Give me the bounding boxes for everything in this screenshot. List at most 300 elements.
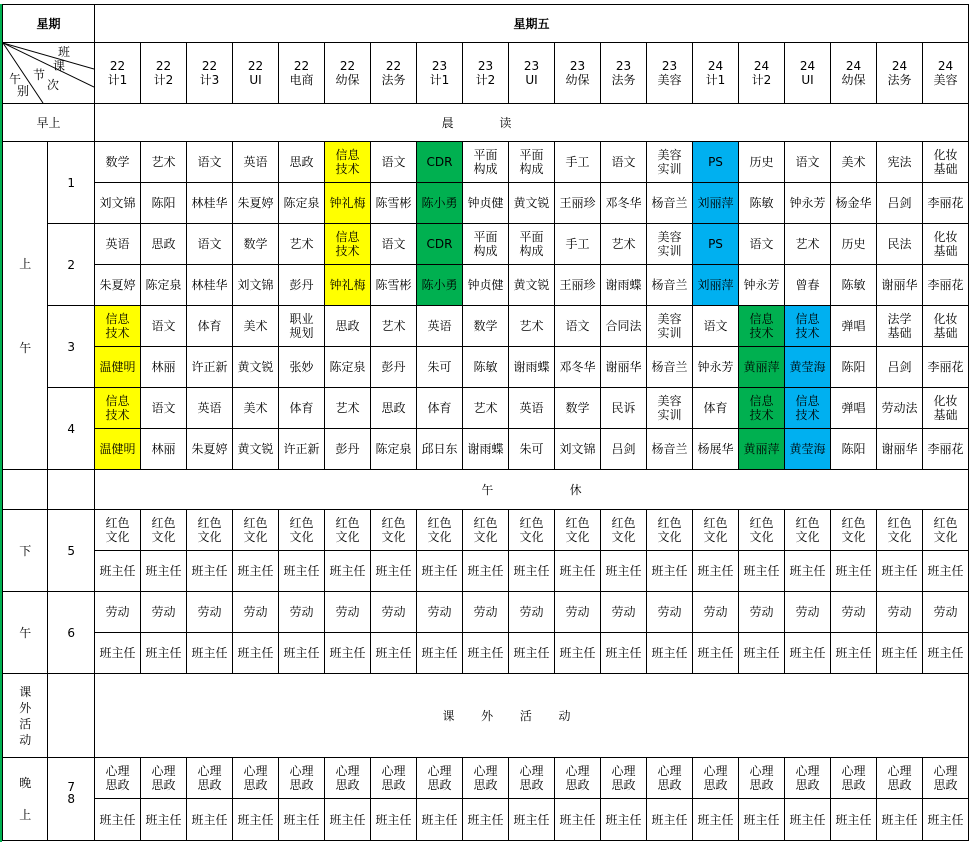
teacher-cell [693, 347, 739, 388]
subject-cell-text: 艺术 [795, 237, 820, 251]
class-year: 22 [385, 59, 402, 73]
evening-period-num: 8 [67, 792, 76, 806]
teacher-cell [509, 551, 555, 592]
teacher-cell-text: 刘文锦 [559, 442, 596, 456]
subject-cell-text: 心理 思政 [887, 764, 912, 792]
teacher-cell [877, 183, 923, 224]
teacher-cell-text: 班主任 [513, 812, 550, 827]
teacher-cell [831, 183, 877, 224]
subject-cell-text: 语文 [703, 319, 728, 333]
teacher-cell-text: 班主任 [927, 812, 964, 827]
subject-cell [187, 306, 233, 347]
subject-cell-text: 信息 技术 [105, 312, 130, 340]
teacher-cell-text: 朱可 [519, 442, 544, 456]
teacher-cell-text: 班主任 [191, 646, 228, 660]
subject-cell-text: 信息 技术 [749, 312, 774, 340]
subject-cell [739, 224, 785, 265]
subject-cell [187, 510, 233, 551]
teacher-cell-text: 班主任 [467, 646, 504, 660]
teacher-cell-text: 陈阳 [151, 196, 176, 210]
class-header-16 [831, 43, 877, 104]
teacher-cell-text: 班主任 [237, 812, 274, 827]
subject-cell-text: 心理 思政 [565, 764, 590, 792]
teacher-cell-text: 温健明 [99, 360, 136, 374]
teacher-cell [325, 183, 371, 224]
subject-cell-text: 劳动 [243, 605, 268, 619]
teacher-cell-text: 刘文锦 [237, 278, 274, 292]
subject-cell-text: 劳动 [933, 605, 958, 619]
teacher-cell-text: 班主任 [145, 812, 182, 827]
subject-cell [923, 224, 969, 265]
subject-cell [279, 224, 325, 265]
subject-cell [95, 142, 141, 183]
teacher-cell [555, 265, 601, 306]
subject-cell [555, 388, 601, 429]
teacher-cell-text: 班主任 [237, 646, 274, 660]
teacher-cell [325, 429, 371, 470]
extra-activity-text: 课 外 活 动 [442, 708, 571, 723]
subject-cell [325, 592, 371, 633]
subject-cell [279, 142, 325, 183]
teacher-cell [923, 347, 969, 388]
teacher-cell [233, 183, 279, 224]
teacher-cell [509, 347, 555, 388]
subject-cell [877, 758, 923, 799]
subject-cell-text: 平面 构成 [519, 230, 544, 258]
subject-cell-text: 信息 技术 [105, 394, 130, 422]
subject-cell-text: 劳动 [197, 605, 222, 619]
pm-label [3, 592, 48, 674]
class-header-8 [463, 43, 509, 104]
teacher-cell [693, 799, 739, 841]
teacher-cell [141, 429, 187, 470]
teacher-cell-text: 李丽花 [927, 360, 964, 374]
subject-cell-text: 合同法 [605, 319, 642, 333]
teacher-cell-text: 邓冬华 [559, 360, 596, 374]
teacher-cell [325, 633, 371, 674]
teacher-cell [739, 347, 785, 388]
teacher-cell [371, 183, 417, 224]
class-year: 24 [753, 59, 770, 73]
teacher-cell [141, 183, 187, 224]
evening-label-char: 晚 [19, 776, 32, 790]
teacher-cell [371, 551, 417, 592]
teacher-cell [555, 347, 601, 388]
subject-cell [509, 306, 555, 347]
subject-cell-text: 心理 思政 [657, 764, 682, 792]
teacher-cell-text: 刘丽萍 [697, 278, 734, 292]
subject-cell [647, 388, 693, 429]
class-year: 22 [109, 59, 126, 73]
teacher-cell-text: 刘丽萍 [697, 196, 734, 210]
teacher-cell [739, 799, 785, 841]
subject-cell [785, 758, 831, 799]
subject-cell-text: 红色 文化 [795, 516, 820, 544]
teacher-cell-text: 杨音兰 [651, 196, 688, 210]
subject-cell [417, 388, 463, 429]
class-header-0 [95, 43, 141, 104]
subject-cell [141, 142, 187, 183]
subject-cell [417, 758, 463, 799]
corner-label-ke: 课 [53, 59, 66, 73]
teacher-cell [785, 347, 831, 388]
teacher-cell-text: 班主任 [237, 564, 274, 578]
subject-cell [555, 592, 601, 633]
subject-cell [601, 592, 647, 633]
teacher-cell [279, 799, 325, 841]
class-year: 23 [661, 59, 678, 73]
subject-cell [739, 510, 785, 551]
class-name: 计1 [429, 73, 450, 87]
class-header-9 [509, 43, 555, 104]
teacher-cell [417, 551, 463, 592]
class-header-17 [877, 43, 923, 104]
teacher-cell [95, 265, 141, 306]
subject-cell-text: 美容 实训 [657, 312, 682, 340]
subject-cell [279, 388, 325, 429]
teacher-cell [647, 551, 693, 592]
teacher-cell-text: 黄文锐 [237, 360, 274, 374]
subject-cell [187, 592, 233, 633]
teacher-cell [877, 633, 923, 674]
teacher-cell-text: 黄莹海 [789, 442, 826, 456]
teacher-cell [647, 183, 693, 224]
teacher-cell [693, 633, 739, 674]
teacher-cell [923, 551, 969, 592]
subject-cell-text: 思政 [381, 401, 406, 415]
day-header-text: 星期五 [513, 16, 550, 31]
teacher-cell [463, 633, 509, 674]
teacher-cell [785, 429, 831, 470]
subject-cell [95, 592, 141, 633]
teacher-cell-text: 班主任 [467, 564, 504, 578]
teacher-cell [739, 429, 785, 470]
class-year: 24 [707, 59, 724, 73]
class-header-6 [371, 43, 417, 104]
teacher-cell-text: 班主任 [99, 646, 136, 660]
teacher-cell-text: 陈阳 [841, 442, 866, 456]
subject-cell-text: 体育 [427, 401, 452, 415]
subject-cell [647, 510, 693, 551]
period-number [48, 592, 95, 674]
period-number [48, 510, 95, 592]
pm-label [3, 510, 48, 592]
subject-cell [463, 592, 509, 633]
subject-cell [509, 510, 555, 551]
teacher-cell-text: 谢丽华 [881, 442, 918, 456]
extra-blank [48, 674, 95, 758]
teacher-cell-text: 李丽花 [927, 196, 964, 210]
teacher-cell [785, 265, 831, 306]
subject-cell-text: 艺术 [151, 155, 176, 169]
subject-cell [233, 388, 279, 429]
teacher-cell [877, 265, 923, 306]
teacher-cell-text: 班主任 [559, 812, 596, 827]
subject-cell [187, 388, 233, 429]
subject-cell [555, 758, 601, 799]
subject-cell [923, 510, 969, 551]
subject-cell-text: PS [708, 237, 723, 251]
teacher-cell-text: 班主任 [697, 564, 734, 578]
teacher-cell-text: 朱夏婷 [237, 196, 274, 210]
class-year: 23 [569, 59, 586, 73]
teacher-cell-text: 钟礼梅 [329, 196, 366, 210]
subject-cell [831, 510, 877, 551]
teacher-cell-text: 许正新 [191, 360, 228, 374]
subject-cell [325, 306, 371, 347]
teacher-cell-text: 班主任 [99, 564, 136, 578]
subject-cell [509, 224, 555, 265]
subject-cell [693, 306, 739, 347]
week-header-text: 星期 [36, 16, 61, 31]
teacher-cell-text: 王丽珍 [559, 196, 596, 210]
class-year: 22 [293, 59, 310, 73]
subject-cell-text: 弹唱 [841, 401, 866, 415]
subject-cell-text: 英语 [519, 401, 544, 415]
teacher-cell-text: 谢雨蝶 [605, 278, 642, 292]
teacher-cell [95, 347, 141, 388]
corner-label-jie: 节 [33, 68, 46, 82]
am-label [3, 142, 48, 470]
subject-cell-text: 英语 [197, 401, 222, 415]
teacher-cell-text: 班主任 [697, 646, 734, 660]
class-header-13 [693, 43, 739, 104]
subject-cell-text: 艺术 [289, 237, 314, 251]
teacher-cell-text: 李丽花 [927, 442, 964, 456]
teacher-cell-text: 黄莹海 [789, 360, 826, 374]
teacher-cell [923, 265, 969, 306]
subject-cell [647, 592, 693, 633]
teacher-cell [785, 799, 831, 841]
day-header [95, 5, 969, 43]
subject-cell [463, 758, 509, 799]
subject-cell [831, 306, 877, 347]
teacher-cell [325, 551, 371, 592]
teacher-cell [279, 347, 325, 388]
period-number-text: 3 [67, 339, 76, 354]
teacher-cell-text: 陈定泉 [329, 360, 366, 374]
teacher-cell-text: 班主任 [743, 564, 780, 578]
teacher-cell-text: 王丽珍 [559, 278, 596, 292]
teacher-cell [371, 347, 417, 388]
teacher-cell-text: 班主任 [283, 646, 320, 660]
subject-cell-text: 美术 [243, 401, 268, 415]
teacher-cell-text: 班主任 [835, 564, 872, 578]
teacher-cell-text: 班主任 [881, 646, 918, 660]
teacher-cell [831, 429, 877, 470]
subject-cell-text: 弹唱 [841, 319, 866, 333]
subject-cell-text: 信息 技术 [795, 312, 820, 340]
teacher-cell [233, 633, 279, 674]
class-name: 幼保 [565, 73, 590, 87]
subject-cell-text: 红色 文化 [657, 516, 682, 544]
teacher-cell-text: 班主任 [191, 564, 228, 578]
am-label-char: 午 [19, 340, 32, 355]
teacher-cell [371, 265, 417, 306]
subject-cell [647, 142, 693, 183]
subject-cell-text: 心理 思政 [335, 764, 360, 792]
teacher-cell-text: 班主任 [789, 646, 826, 660]
subject-cell-text: 劳动 [795, 605, 820, 619]
subject-cell [371, 510, 417, 551]
class-year: 23 [477, 59, 494, 73]
subject-cell-text: 艺术 [473, 401, 498, 415]
pm-label-text: 午 [19, 625, 32, 640]
subject-cell [601, 224, 647, 265]
teacher-cell-text: 钟永芳 [789, 196, 826, 210]
class-name: 计2 [153, 73, 174, 87]
teacher-cell-text: 邓冬华 [605, 196, 642, 210]
subject-cell-text: 化妆 基础 [933, 312, 958, 340]
teacher-cell [785, 633, 831, 674]
teacher-cell [141, 799, 187, 841]
teacher-cell-text: 许正新 [283, 442, 320, 456]
subject-cell-text: 劳动 [381, 605, 406, 619]
teacher-cell [95, 551, 141, 592]
period-number-text: 5 [67, 543, 76, 558]
class-header-7 [417, 43, 463, 104]
subject-cell-text: 心理 思政 [703, 764, 728, 792]
teacher-cell [601, 429, 647, 470]
teacher-cell-text: 班主任 [927, 646, 964, 660]
subject-cell [831, 224, 877, 265]
subject-cell-text: 语文 [197, 237, 222, 251]
teacher-cell-text: 班主任 [927, 564, 964, 578]
subject-cell-text: 艺术 [611, 237, 636, 251]
teacher-cell-text: 班主任 [881, 812, 918, 827]
teacher-cell [923, 183, 969, 224]
subject-cell-text: 红色 文化 [335, 516, 360, 544]
teacher-cell [739, 265, 785, 306]
subject-cell [95, 758, 141, 799]
subject-cell [877, 592, 923, 633]
teacher-cell-text: 吕剑 [887, 360, 912, 374]
teacher-cell-text: 班主任 [421, 564, 458, 578]
teacher-cell-text: 班主任 [605, 812, 642, 827]
teacher-cell [187, 265, 233, 306]
subject-cell [693, 142, 739, 183]
teacher-cell-text: 班主任 [605, 564, 642, 578]
teacher-cell-text: 黄丽萍 [743, 442, 780, 456]
subject-cell [647, 306, 693, 347]
teacher-cell-text: 林丽 [151, 442, 176, 456]
teacher-cell [371, 633, 417, 674]
subject-cell [95, 224, 141, 265]
subject-cell-text: 劳动 [473, 605, 498, 619]
teacher-cell-text: 邱日东 [421, 442, 458, 456]
teacher-cell-text: 钟永芳 [743, 278, 780, 292]
subject-cell [601, 142, 647, 183]
subject-cell [877, 224, 923, 265]
teacher-cell [187, 429, 233, 470]
subject-cell [693, 510, 739, 551]
teacher-cell [647, 265, 693, 306]
subject-cell [463, 510, 509, 551]
subject-cell [785, 142, 831, 183]
subject-cell-text: 劳动 [105, 605, 130, 619]
teacher-cell-text: 彭丹 [381, 360, 406, 374]
teacher-cell-text: 钟礼梅 [329, 278, 366, 292]
teacher-cell [417, 183, 463, 224]
subject-cell-text: 思政 [289, 155, 314, 169]
subject-cell-text: 思政 [335, 319, 360, 333]
teacher-cell [831, 799, 877, 841]
class-year: 23 [615, 59, 632, 73]
teacher-cell [555, 633, 601, 674]
subject-cell-text: 语文 [151, 401, 176, 415]
subject-cell [831, 142, 877, 183]
teacher-cell [647, 347, 693, 388]
subject-cell-text: 英语 [105, 237, 130, 251]
class-name: UI [801, 73, 814, 87]
teacher-cell [233, 551, 279, 592]
teacher-cell [877, 429, 923, 470]
subject-cell-text: 劳动 [427, 605, 452, 619]
teacher-cell [555, 183, 601, 224]
subject-cell-text: 心理 思政 [933, 764, 958, 792]
subject-cell [923, 758, 969, 799]
class-header-12 [647, 43, 693, 104]
class-name: 计2 [751, 73, 772, 87]
subject-cell [371, 758, 417, 799]
class-header-18 [923, 43, 969, 104]
class-name: 美容 [933, 73, 958, 87]
teacher-cell [509, 799, 555, 841]
subject-cell [785, 592, 831, 633]
class-header-2 [187, 43, 233, 104]
teacher-cell-text: 班主任 [329, 564, 366, 578]
subject-cell-text: 心理 思政 [611, 764, 636, 792]
teacher-cell-text: 班主任 [743, 812, 780, 827]
teacher-cell-text: 班主任 [651, 564, 688, 578]
teacher-cell-text: 钟永芳 [697, 360, 734, 374]
noon-rest-text: 午 休 [481, 482, 582, 497]
teacher-cell [233, 799, 279, 841]
subject-cell-text: 红色 文化 [887, 516, 912, 544]
subject-cell [417, 306, 463, 347]
teacher-cell-text: 曾春 [795, 278, 820, 292]
teacher-cell-text: 朱夏婷 [99, 278, 136, 292]
subject-cell [141, 224, 187, 265]
subject-cell-text: 劳动 [565, 605, 590, 619]
subject-cell [785, 306, 831, 347]
teacher-cell [141, 551, 187, 592]
teacher-cell [601, 347, 647, 388]
teacher-cell-text: 班主任 [375, 564, 412, 578]
subject-cell-text: 语文 [197, 155, 222, 169]
subject-cell-text: 劳动法 [881, 401, 918, 415]
teacher-cell-text: 林桂华 [191, 278, 228, 292]
subject-cell-text: 历史 [749, 155, 774, 169]
subject-cell [325, 142, 371, 183]
subject-cell-text: 平面 构成 [473, 148, 498, 176]
corner-diagonal-cell [3, 43, 95, 104]
teacher-cell-text: 陈定泉 [145, 278, 182, 292]
subject-cell [877, 510, 923, 551]
noon-blank-b [48, 470, 95, 510]
subject-cell [785, 388, 831, 429]
subject-cell-text: 语文 [381, 237, 406, 251]
teacher-cell [877, 799, 923, 841]
subject-cell-text: 心理 思政 [381, 764, 406, 792]
teacher-cell-text: 班主任 [145, 646, 182, 660]
subject-cell-text: 化妆 基础 [933, 230, 958, 258]
teacher-cell-text: 陈定泉 [283, 196, 320, 210]
subject-cell-text: 体育 [703, 401, 728, 415]
subject-cell [371, 388, 417, 429]
class-header-15 [785, 43, 831, 104]
teacher-cell-text: 林丽 [151, 360, 176, 374]
